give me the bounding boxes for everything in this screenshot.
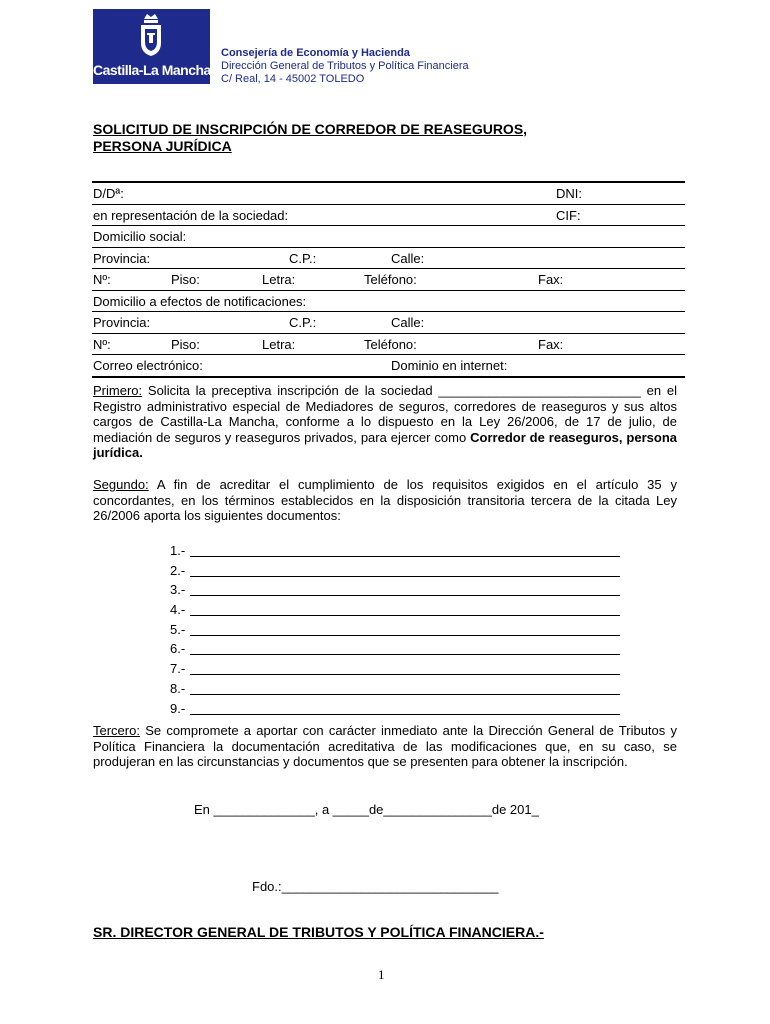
clause-segundo-label: Segundo: xyxy=(93,477,149,492)
document-number: 3.- xyxy=(170,582,186,598)
document-item xyxy=(170,661,620,681)
clause-tercero-text: Se compromete a aportar con carácter inmediato ante la Dirección General de Tributos y Política Financiera la documentación acreditativa de las modificaciones que, en su caso, se produjeran en las circunstancias y documentos que se presenten para obtener la inscripción. xyxy=(93,723,677,769)
document-number: 6.- xyxy=(170,641,186,657)
form-row-applicant xyxy=(92,183,685,205)
notification-floor-field[interactable]: Piso: xyxy=(171,336,200,352)
notification-province-field[interactable]: Provincia: xyxy=(93,315,151,330)
clause-primero-text: Solicita la preceptiva inscripción de la sociedad ____________________________ en el Registro administrativo especial de Mediadores de seguros, corredores de reaseguros y sus altos cargos de Castilla-La Mancha, conforme a lo dispuesto en la Ley 26/2006, de 17 de julio, de mediación de seguros y reaseguros privados, para ejercer como xyxy=(93,383,677,445)
document-number: 2.- xyxy=(170,562,186,578)
document-title xyxy=(93,121,527,155)
document-item xyxy=(170,602,620,622)
form-row-email xyxy=(92,355,685,378)
phone-field[interactable]: Teléfono: xyxy=(364,272,417,287)
document-number: 4.- xyxy=(170,602,186,618)
title-line-2: PERSONA JURÍDICA xyxy=(93,138,232,154)
notification-fax-field[interactable]: Fax: xyxy=(538,336,564,352)
clause-segundo-text: A fin de acreditar el cumplimiento de los requisitos exigidos en el artículo 35 y concordantes, en los términos establecidos en la disposición transitoria tercera de la citada Ley 26/2006 aporta los siguientes documentos: xyxy=(93,477,677,523)
document-blank-line[interactable] xyxy=(190,714,620,715)
website-domain-field[interactable]: Dominio en internet: xyxy=(391,358,508,373)
form-row-province xyxy=(92,248,685,270)
document-blank-line[interactable] xyxy=(190,674,620,675)
clause-tercero-label: Tercero: xyxy=(93,723,140,738)
document-list xyxy=(170,543,620,720)
coat-of-arms-icon xyxy=(138,13,164,57)
province-field[interactable]: Provincia: xyxy=(93,250,151,266)
notification-number-field[interactable]: Nº: xyxy=(93,336,111,352)
notification-street-field[interactable]: Calle: xyxy=(391,315,425,330)
company-field[interactable]: en representación de la sociedad: xyxy=(93,207,289,223)
document-blank-line[interactable] xyxy=(190,576,620,577)
document-item xyxy=(170,543,620,563)
addressee: SR. DIRECTOR GENERAL DE TRIBUTOS Y POLÍTICA FINANCIERA.- xyxy=(93,924,544,940)
applicant-name-field[interactable]: D/Dª: xyxy=(93,186,124,201)
form-row-notification-number xyxy=(92,334,685,356)
document-item xyxy=(170,563,620,583)
cif-field[interactable]: CIF: xyxy=(556,207,581,223)
form-row-notification-address xyxy=(92,291,685,313)
document-blank-line[interactable] xyxy=(190,556,620,557)
signature-line[interactable]: Fdo.:______________________________ xyxy=(252,879,499,894)
department-address: C/ Real, 14 - 45002 TOLEDO xyxy=(221,73,365,85)
document-item xyxy=(170,622,620,642)
document-number: 7.- xyxy=(170,661,186,677)
postal-code-field[interactable]: C.P.: xyxy=(289,250,317,266)
dni-field[interactable]: DNI: xyxy=(556,186,582,201)
directorate-name: Dirección General de Tributos y Política Financiera xyxy=(221,60,469,72)
applicant-form-table xyxy=(92,181,685,378)
clause-segundo xyxy=(93,477,677,524)
page-number: 1 xyxy=(378,967,385,982)
street-field[interactable]: Calle: xyxy=(391,250,425,266)
email-field[interactable]: Correo electrónico: xyxy=(93,358,203,373)
fax-field[interactable]: Fax: xyxy=(538,272,564,287)
document-blank-line[interactable] xyxy=(190,595,620,596)
document-item xyxy=(170,641,620,661)
letter-field[interactable]: Letra: xyxy=(262,272,296,287)
document-blank-line[interactable] xyxy=(190,694,620,695)
place-and-date-line[interactable]: En ______________, a _____de_______________de 201_ xyxy=(194,802,539,817)
department-name: Consejería de Economía y Hacienda xyxy=(221,47,410,59)
document-number: 5.- xyxy=(170,621,186,637)
document-item xyxy=(170,582,620,602)
document-item xyxy=(170,701,620,721)
clause-primero xyxy=(93,383,677,461)
number-field[interactable]: Nº: xyxy=(93,272,111,287)
document-number: 1.- xyxy=(170,543,186,558)
clause-tercero xyxy=(93,723,677,770)
notification-letter-field[interactable]: Letra: xyxy=(262,336,296,352)
clause-primero-label: Primero: xyxy=(93,383,143,398)
castilla-la-mancha-logo xyxy=(93,9,210,84)
document-number: 9.- xyxy=(170,700,186,716)
form-row-number xyxy=(92,269,685,291)
document-blank-line[interactable] xyxy=(190,654,620,655)
form-row-company xyxy=(92,205,685,227)
notification-postal-code-field[interactable]: C.P.: xyxy=(289,315,317,330)
registered-address-field[interactable]: Domicilio social: xyxy=(93,229,187,244)
floor-field[interactable]: Piso: xyxy=(171,272,200,287)
logo-text: Castilla-La Mancha xyxy=(93,62,211,78)
document-item xyxy=(170,681,620,701)
issuing-department xyxy=(221,47,469,86)
title-line-1: SOLICITUD DE INSCRIPCIÓN DE CORREDOR DE REASEGUROS, xyxy=(93,121,528,137)
document-number: 8.- xyxy=(170,680,186,696)
document-blank-line[interactable] xyxy=(190,635,620,636)
document-blank-line[interactable] xyxy=(190,615,620,616)
form-row-notification-province xyxy=(92,312,685,334)
form-row-registered-address xyxy=(92,226,685,248)
clause-primero-bold: Corredor de reaseguros, persona jurídica. xyxy=(93,429,677,460)
notification-address-field[interactable]: Domicilio a efectos de notificaciones: xyxy=(93,293,307,309)
notification-phone-field[interactable]: Teléfono: xyxy=(364,336,417,352)
